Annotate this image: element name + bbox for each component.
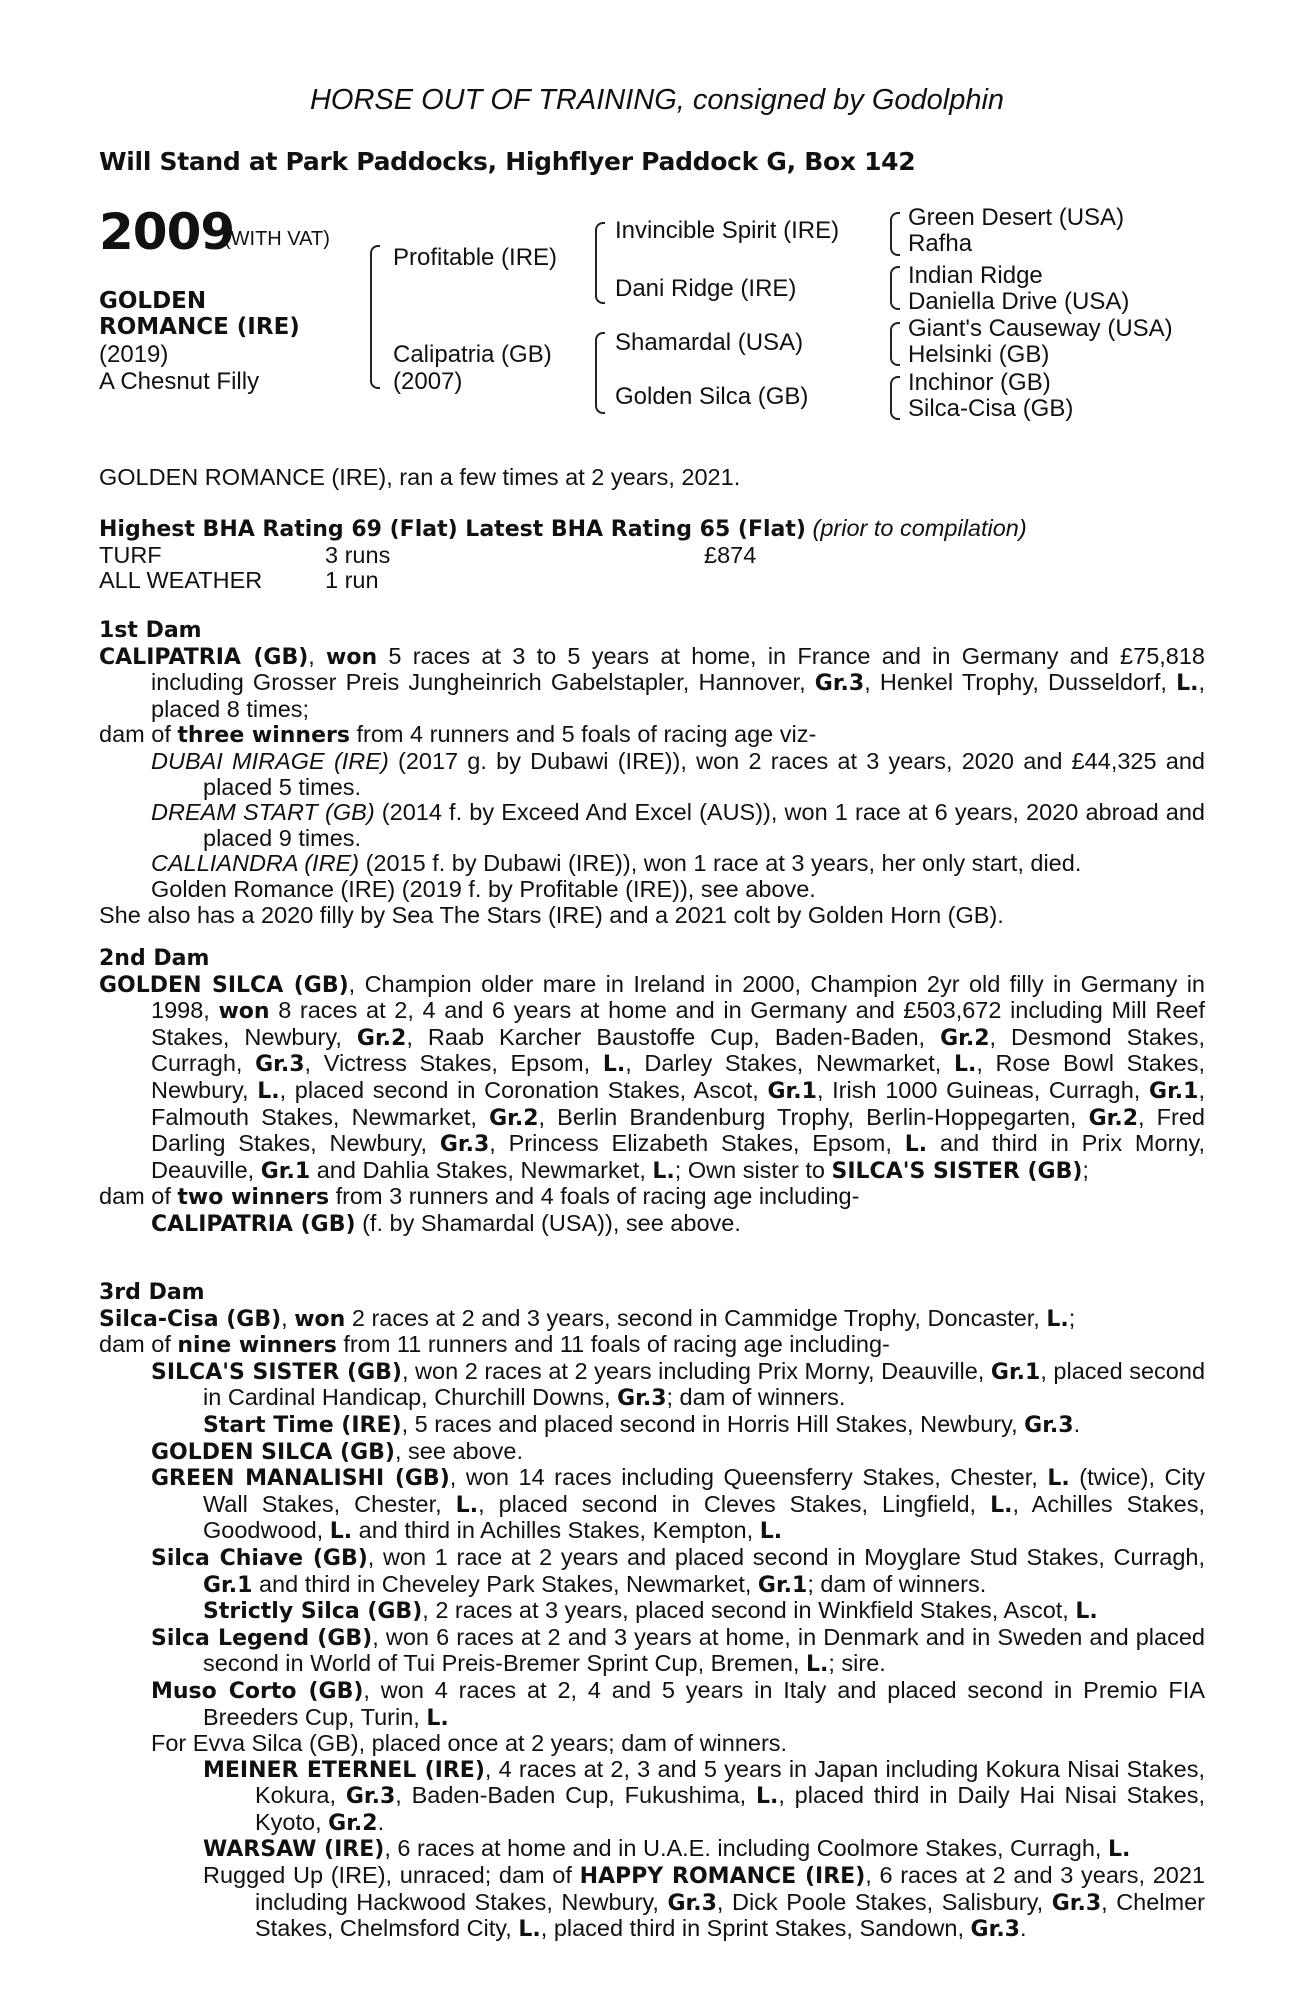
- race-summary: GOLDEN ROMANCE (IRE), ran a few times at 2 years, 2021.: [99, 464, 741, 490]
- produce-silca-legend: Silca Legend (GB), won 6 races at 2 and 3 years at home, in Denmark and in Sweden and placed second in World of Tui Preis-Bremer Sprint Cup, Bremen, L.; sire.: [151, 1623, 1205, 1678]
- turf-label: TURF: [99, 541, 162, 568]
- first-dam-section: [99, 618, 1205, 928]
- pedigree-brace-sire: [595, 222, 605, 304]
- produce-dream-start: DREAM START (GB) (2014 f. by Exceed And Excel (AUS)), won 1 race at 6 years, 2020 abroad and placed 9 times.: [151, 799, 1205, 851]
- aw-runs: 1 run: [325, 567, 379, 594]
- lot-number: 2009: [99, 203, 235, 261]
- dam-year: (2007): [393, 368, 463, 395]
- dam-dam: Golden Silca (GB): [615, 383, 809, 410]
- produce-warsaw: WARSAW (IRE), 6 races at home and in U.A.E. including Coolmore Stakes, Curragh, L.: [203, 1835, 1131, 1863]
- gen3-5: Giant's Causeway (USA): [908, 315, 1173, 342]
- stand-location: Will Stand at Park Paddocks, Highflyer Paddock G, Box 142: [99, 147, 916, 176]
- pedigree-brace-g3-2: [890, 266, 900, 310]
- pedigree-brace-g3-3: [890, 322, 900, 366]
- first-dam-produce-intro: dam of three winners from 4 runners and 5 foals of racing age viz-: [99, 721, 817, 749]
- gen3-1: Green Desert (USA): [908, 204, 1125, 231]
- produce-green-manalishi: GREEN MANALISHI (GB), won 14 races including Queensferry Stakes, Chester, L. (twice), City Wall Stakes, Chester, L., placed second in Cleves Stakes, Lingfield, L., Achilles Stakes, Goodwood, L. and third in Achilles Stakes, Kempton, L.: [151, 1464, 1206, 1545]
- produce-evva-silca: For Evva Silca (GB), placed once at 2 years; dam of winners.: [151, 1730, 788, 1757]
- second-dam-produce-intro: dam of two winners from 3 runners and 4 foals of racing age including-: [99, 1183, 860, 1211]
- sire-sire: Invincible Spirit (IRE): [615, 217, 840, 244]
- vat-note: (WITH VAT): [224, 228, 330, 250]
- produce-silca-chiave: Silca Chiave (GB), won 1 race at 2 years and placed second in Moyglare Stud Stakes, Curragh, Gr.1 and third in Cheveley Park Stakes, Newmarket, Gr.1; dam of winners.: [151, 1543, 1205, 1598]
- produce-calipatria: CALIPATRIA (GB) (f. by Shamardal (USA)), see above.: [151, 1209, 741, 1237]
- horse-name-line2: ROMANCE (IRE): [99, 314, 300, 340]
- page-title: HORSE OUT OF TRAINING, consigned by Godolphin: [309, 84, 1005, 116]
- produce-strictly-silca: Strictly Silca (GB), 2 races at 3 years, placed second in Winkfield Stakes, Ascot, L.: [203, 1597, 1098, 1625]
- pedigree-brace-main: [370, 245, 380, 389]
- gen3-8: Silca-Cisa (GB): [908, 395, 1074, 422]
- third-dam-section: [99, 1280, 1205, 1943]
- rating-section: [99, 516, 1205, 594]
- horse-year: (2019): [99, 341, 169, 368]
- produce-dubai-mirage: DUBAI MIRAGE (IRE) (2017 g. by Dubawi (IRE)), won 2 races at 3 years, 2020 and £44,325 and placed 5 times.: [151, 747, 1205, 800]
- turf-prize: £874: [704, 541, 757, 568]
- produce-muso-corto: Muso Corto (GB), won 4 races at 2, 4 and 5 years in Italy and placed second in Premio FIA Breeders Cup, Turin, L.: [151, 1676, 1205, 1731]
- gen3-2: Rafha: [908, 230, 973, 257]
- gen3-7: Inchinor (GB): [908, 369, 1051, 396]
- first-dam-also: She also has a 2020 filly by Sea The Stars (IRE) and a 2021 colt by Golden Horn (GB).: [99, 901, 1004, 928]
- produce-meiner-eternel: MEINER ETERNEL (IRE), 4 races at 2, 3 and 5 years in Japan including Kokura Nisai Stakes, Kokura, Gr.3, Baden-Baden Cup, Fukushima, L., placed third in Daily Hai Nisai Stakes, Kyoto, Gr.2.: [203, 1755, 1205, 1836]
- gen3-6: Helsinki (GB): [908, 341, 1050, 368]
- horse-name-line1: GOLDEN: [99, 288, 207, 314]
- first-dam-heading: 1st Dam: [99, 618, 202, 643]
- produce-silcas-sister: SILCA'S SISTER (GB), won 2 races at 2 years including Prix Morny, Deauville, Gr.1, placed second in Cardinal Handicap, Churchill Downs, Gr.3; dam of winners.: [151, 1357, 1206, 1412]
- rating-note: (prior to compilation): [812, 515, 1027, 541]
- produce-golden-silca: GOLDEN SILCA (GB), see above.: [151, 1437, 524, 1465]
- second-dam-heading: 2nd Dam: [99, 946, 210, 971]
- produce-calliandra: CALLIANDRA (IRE) (2015 f. by Dubawi (IRE)), won 1 race at 3 years, her only start, died.: [151, 850, 1082, 877]
- third-dam-heading: 3rd Dam: [99, 1280, 205, 1305]
- pedigree-brace-g3-4: [890, 376, 900, 420]
- gen3-4: Daniella Drive (USA): [908, 288, 1130, 315]
- horse-description: A Chesnut Filly: [99, 368, 260, 395]
- third-dam-produce-intro: dam of nine winners from 11 runners and 11 foals of racing age including-: [99, 1331, 890, 1359]
- second-dam-record: GOLDEN SILCA (GB), Champion older mare in Ireland in 2000, Champion 2yr old filly in Germany in 1998, won 8 races at 2, 4 and 6 years at home and in Germany and £503,672 including Mill Reef Stakes, Newbury, Gr.2, Raab Karcher Baustoffe Cup, Baden-Baden, Gr.2, Desmond Stakes, Curragh, Gr.3, Victress Stakes, Epsom, L., Darley Stakes, Newmarket, L., Rose Bowl Stakes, Newbury, L., placed second in Coronation Stakes, Ascot, Gr.1, Irish 1000 Guineas, Curragh, Gr.1, Falmouth Stakes, Newmarket, Gr.2, Berlin Brandenburg Trophy, Berlin-Hoppegarten, Gr.2, Fred Darling Stakes, Newbury, Gr.3, Princess Elizabeth Stakes, Epsom, L. and third in Prix Morny, Deauville, Gr.1 and Dahlia Stakes, Newmarket, L.; Own sister to SILCA'S SISTER (GB);: [99, 970, 1206, 1184]
- dam-sire: Shamardal (USA): [615, 329, 804, 356]
- turf-runs: 3 runs: [325, 541, 391, 568]
- sire-dam: Dani Ridge (IRE): [615, 275, 797, 302]
- sire: Profitable (IRE): [393, 244, 558, 271]
- produce-golden-romance: Golden Romance (IRE) (2019 f. by Profitable (IRE)), see above.: [151, 875, 816, 902]
- third-dam-record: Silca-Cisa (GB), won 2 races at 2 and 3 years, second in Cammidge Trophy, Doncaster, L.;: [99, 1304, 1076, 1332]
- produce-start-time: Start Time (IRE), 5 races and placed second in Horris Hill Stakes, Newbury, Gr.3.: [203, 1410, 1081, 1438]
- second-dam-section: [99, 946, 1205, 1238]
- gen3-3: Indian Ridge: [908, 262, 1043, 289]
- first-dam-record: CALIPATRIA (GB), won 5 races at 3 to 5 years at home, in France and in Germany and £75,818 including Grosser Preis Jungheinrich Gabelstapler, Hannover, Gr.3, Henkel Trophy, Dusseldorf, L., placed 8 times;: [99, 642, 1205, 722]
- pedigree-brace-dam: [595, 332, 605, 414]
- pedigree-brace-g3-1: [890, 212, 900, 256]
- aw-label: ALL WEATHER: [99, 567, 263, 594]
- produce-rugged-up: Rugged Up (IRE), unraced; dam of HAPPY ROMANCE (IRE), 6 races at 2 and 3 years, 2021 including Hackwood Stakes, Newbury, Gr.3, Dick Poole Stakes, Salisbury, Gr.3, Chelmer Stakes, Chelmsford City, L., placed third in Sprint Stakes, Sandown, Gr.3.: [203, 1862, 1205, 1943]
- bha-rating: Highest BHA Rating 69 (Flat) Latest BHA Rating 65 (Flat): [99, 517, 806, 542]
- dam: Calipatria (GB): [393, 341, 552, 368]
